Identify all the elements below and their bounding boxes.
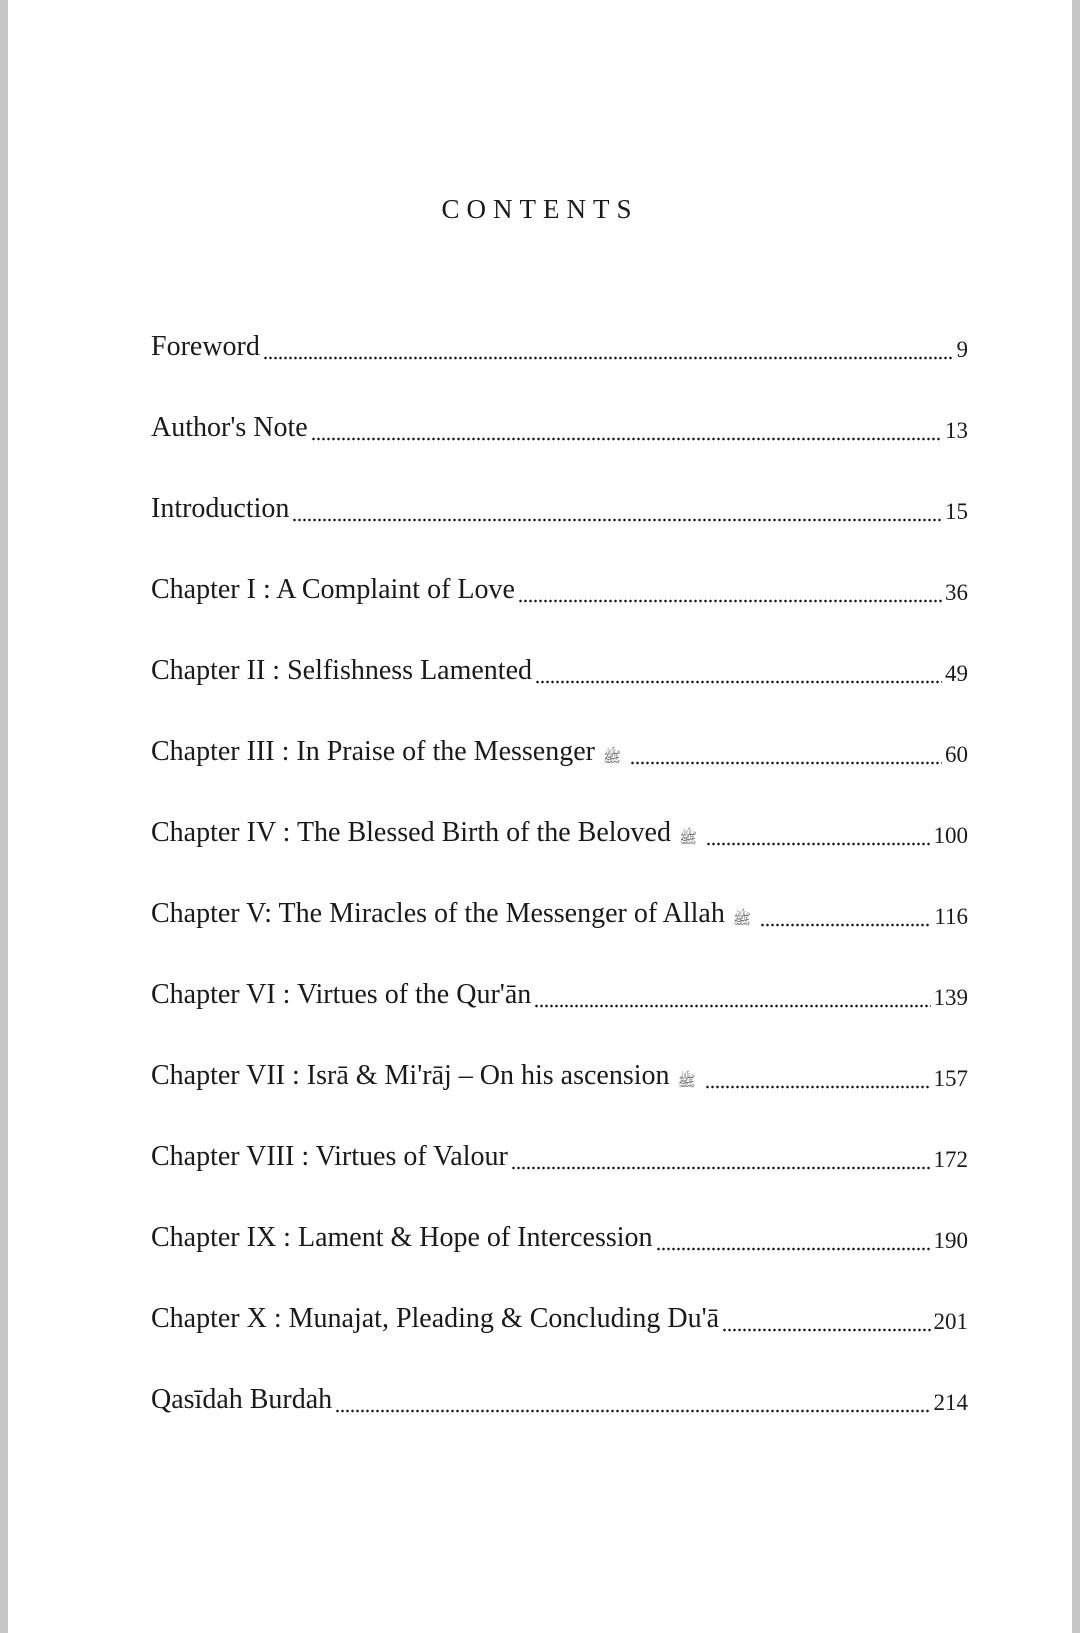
salawat-calligraphy-icon: ﷺ <box>677 1074 696 1090</box>
toc-page-number: 214 <box>933 1390 968 1415</box>
toc-entry[interactable] <box>151 1049 968 1130</box>
toc-entry[interactable] <box>151 887 968 968</box>
salawat-calligraphy-icon: ﷺ <box>602 750 622 766</box>
dot-leader <box>760 923 931 927</box>
dot-leader <box>518 599 942 603</box>
toc-entry[interactable] <box>151 968 968 1049</box>
dot-leader <box>722 1328 930 1332</box>
toc-entry-title: Author's Note <box>151 412 308 443</box>
toc-entry-title: Chapter VIII : Virtues of Valour <box>151 1141 508 1172</box>
toc-entry[interactable] <box>151 482 968 563</box>
toc-entry[interactable] <box>151 563 968 644</box>
table-of-contents <box>151 320 968 1454</box>
dot-leader <box>335 1409 930 1413</box>
toc-entry-title: Chapter I : A Complaint of Love <box>151 574 515 605</box>
dot-leader <box>263 356 954 360</box>
toc-entry-title: Chapter II : Selfishness Lamented <box>151 655 533 686</box>
dot-leader <box>311 437 942 441</box>
toc-entry-title: Chapter X : Munajat, Pleading & Concluding Du'ā <box>151 1303 720 1334</box>
document-page <box>8 0 1072 1633</box>
toc-page-number: 116 <box>934 904 968 929</box>
salawat-calligraphy-icon: ﷺ <box>678 831 698 847</box>
toc-entry[interactable] <box>151 1292 968 1373</box>
dot-leader <box>656 1247 931 1251</box>
toc-page-number: 201 <box>933 1309 968 1334</box>
toc-entry-title: Qasīdah Burdah <box>151 1384 333 1415</box>
toc-page-number: 60 <box>945 742 968 767</box>
dot-leader <box>535 680 942 684</box>
toc-page-number: 139 <box>933 985 968 1010</box>
dot-leader <box>534 1004 930 1008</box>
dot-leader <box>511 1166 931 1170</box>
toc-page-number: 36 <box>945 580 968 605</box>
toc-entry[interactable] <box>151 1373 968 1454</box>
toc-entry[interactable] <box>151 401 968 482</box>
toc-entry-title: Chapter IX : Lament & Hope of Intercession <box>151 1222 653 1253</box>
toc-page-number: 190 <box>933 1228 968 1253</box>
toc-page-number: 100 <box>933 823 968 848</box>
toc-entry-title: Chapter III : In Praise of the Messenger <box>151 736 595 767</box>
dot-leader <box>630 761 942 765</box>
toc-entry[interactable] <box>151 1130 968 1211</box>
toc-entry[interactable] <box>151 320 968 401</box>
toc-entry-title: Chapter V: The Miracles of the Messenger of Allah <box>151 898 725 929</box>
toc-page-number: 15 <box>945 499 968 524</box>
toc-entry-title: Chapter VII : Isrā & Mi'rāj – On his ascension <box>151 1060 670 1091</box>
toc-page-number: 9 <box>956 337 968 362</box>
toc-entry-title: Introduction <box>151 493 290 524</box>
dot-leader <box>705 1085 931 1089</box>
toc-page-number: 157 <box>933 1066 968 1091</box>
toc-page-number: 172 <box>933 1147 968 1172</box>
toc-entry-title: Foreword <box>151 331 260 362</box>
toc-entry-title: Chapter IV : The Blessed Birth of the Beloved <box>151 817 671 848</box>
contents-heading: CONTENTS <box>441 194 639 224</box>
toc-entry[interactable] <box>151 806 968 887</box>
dot-leader <box>292 518 942 522</box>
toc-entry[interactable] <box>151 644 968 725</box>
toc-entry-title: Chapter VI : Virtues of the Qur'ān <box>151 979 532 1010</box>
toc-entry[interactable] <box>151 1211 968 1292</box>
dot-leader <box>706 842 930 846</box>
toc-entry[interactable] <box>151 725 968 806</box>
toc-page-number: 49 <box>945 661 968 686</box>
toc-page-number: 13 <box>945 418 968 443</box>
salawat-calligraphy-icon: ﷺ <box>732 912 751 928</box>
